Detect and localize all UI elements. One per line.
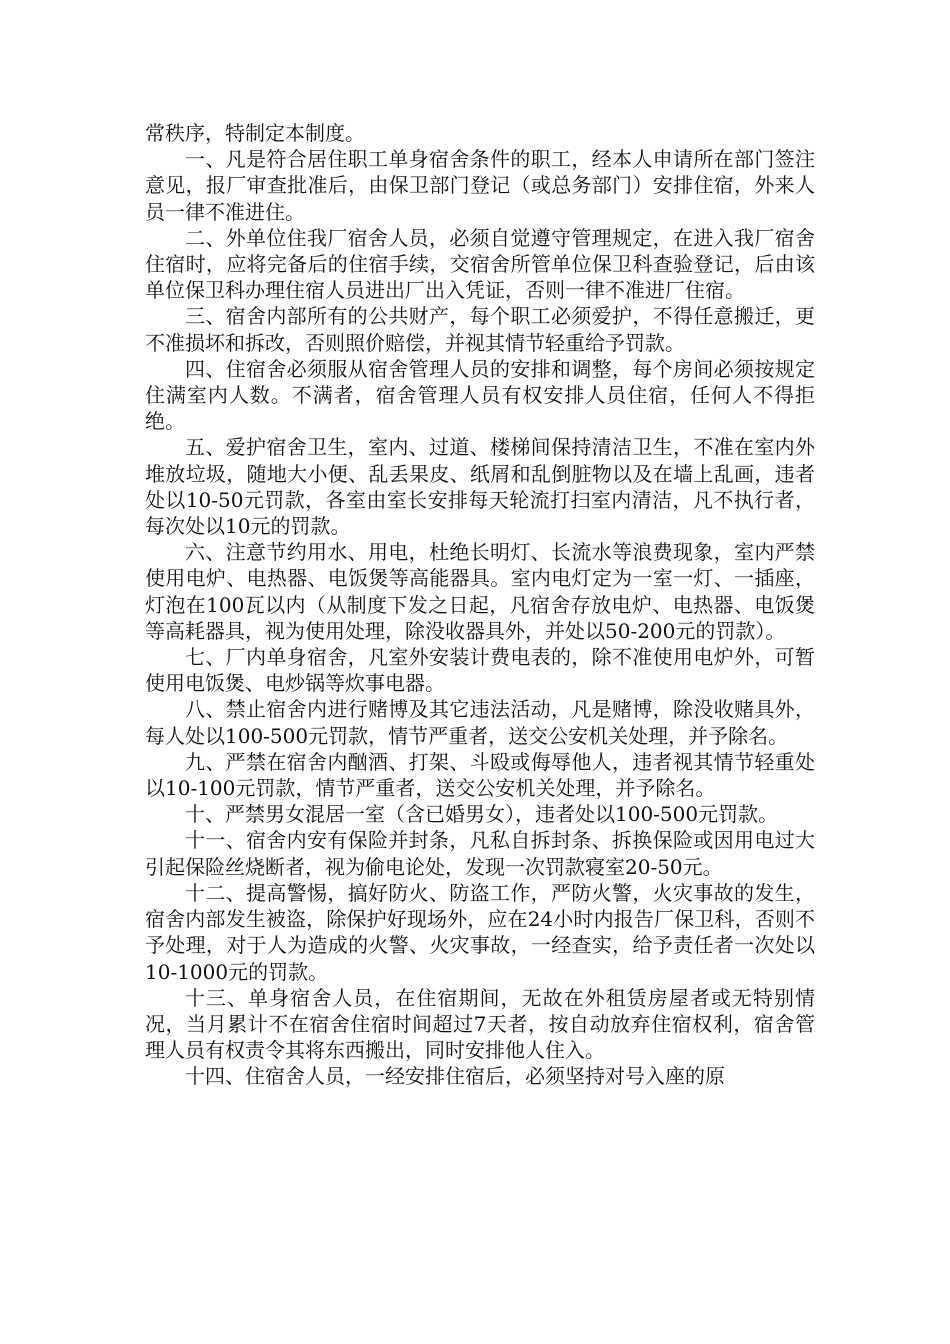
paragraph-rule-9: 九、严禁在宿舍内酗酒、打架、斗殴或侮辱他人，违者视其情节轻重处以10-100元罚款，情节严重者，送交公安机关处理，并予除名。 — [145, 749, 815, 801]
paragraph-rule-12: 十二、提高警惕，搞好防火、防盗工作，严防火警，火灾事故的发生，宿舍内部发生被盗，除保护好现场外，应在24小时内报告厂保卫科，否则不予处理，对于人为造成的火警、火灾事故，一经查实，给予责任者一次处以10-1000元的罚款。 — [145, 880, 815, 984]
paragraph-intro-tail: 常秩序，特制定本制度。 — [145, 121, 365, 145]
paragraph-rule-10: 十、严禁男女混居一室（含已婚男女），违者处以100-500元罚款。 — [185, 802, 779, 827]
paragraph-rule-8: 八、禁止宿舍内进行赌博及其它违法活动，凡是赌博，除没收赌具外，每人处以100-500元罚款，情节严重者，送交公安机关处理，并予除名。 — [145, 697, 815, 748]
paragraph-rule-4: 四、住宿舍必须服从宿舍管理人员的安排和调整，每个房间必须按规定住满室内人数。不满者，宿舍管理人员有权安排人员住宿，任何人不得拒绝。 — [145, 356, 815, 434]
paragraph-rule-6: 六、注意节约用水、用电，杜绝长明灯、长流水等浪费现象，室内严禁使用电炉、电热器、电饭煲等高能器具。室内电灯定为一室一灯、一插座，灯泡在100瓦以内（从制度下发之日起，凡宿舍存放电炉、电热器、电饭煲等高耗器具，视为使用处理，除没收器具外，并处以50-200元的罚款）。 — [145, 540, 815, 643]
paragraph-rule-11: 十一、宿舍内安有保险并封条，凡私自拆封条、拆换保险或因用电过大引起保险丝烧断者，视为偷电论处，发现一次罚款寝室20-50元。 — [145, 828, 815, 879]
paragraph-rule-1: 一、凡是符合居住职工单身宿舍条件的职工，经本人申请所在部门签注意见，报厂审查批准后，由保卫部门登记（或总务部门）安排住宿，外来人员一律不准进住。 — [145, 147, 815, 224]
paragraph-rule-7: 七、厂内单身宿舍，凡室外安装计费电表的，除不准使用电炉外，可暂使用电饭煲、电炒锅等炊事电器。 — [145, 645, 815, 696]
paragraph-rule-14: 十四、住宿舍人员，一经安排住宿后，必须坚持对号入座的原 — [185, 1064, 725, 1089]
paragraph-rule-3: 三、宿舍内部所有的公共财产，每个职工必须爱护，不得任意搬迁，更不准损坏和拆改，否则照价赔偿，并视其情节轻重给予罚款。 — [145, 304, 815, 355]
paragraph-rule-2: 二、外单位住我厂宿舍人员，必须自觉遵守管理规定，在进入我厂宿舍住宿时，应将完备后的住宿手续，交宿舍所管单位保卫科查验登记，后由该单位保卫科办理住宿人员进出厂出入凭证，否则一律不准进厂住宿。 — [145, 225, 815, 303]
paragraph-rule-5: 五、爱护宿舍卫生，室内、过道、楼梯间保持清洁卫生，不准在室内外堆放垃圾，随地大小便、乱丢果皮、纸屑和乱倒脏物以及在墙上乱画，违者处以10-50元罚款，各室由室长安排每天轮流打扫室内清洁，凡不执行者，每次处以10元的罚款。 — [145, 435, 815, 539]
paragraph-rule-13: 十三、单身宿舍人员，在住宿期间，无故在外租赁房屋者或无特别情况，当月累计不在宿舍住宿时间超过7天者，按自动放弃住宿权利，宿舍管理人员有权责令其将东西搬出，同时安排他人住入。 — [145, 985, 815, 1063]
document-body — [145, 120, 815, 1090]
